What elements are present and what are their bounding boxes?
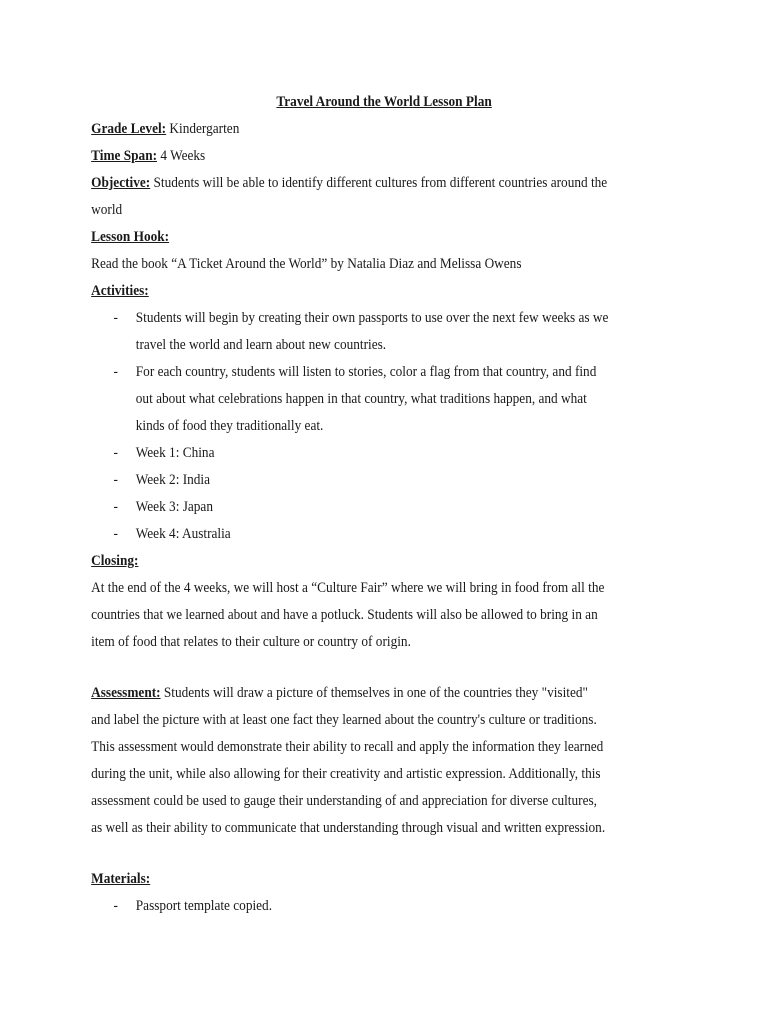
list-item: Week 1: China (135, 445, 215, 461)
lesson-hook-text: Read the book “A Ticket Around the World” by Natalia Diaz and Melissa Owens (91, 256, 522, 272)
grade-level-line (91, 116, 239, 143)
assessment-text-1: Students will draw a picture of themselves in one of the countries they "visited" (163, 685, 588, 701)
objective-line-1 (91, 170, 607, 197)
closing-text-3: item of food that relates to their culture or country of origin. (91, 634, 411, 650)
bullet-dash: - (113, 445, 118, 461)
grade-level-value: Kindergarten (169, 121, 240, 137)
lesson-hook-label: Lesson Hook: (91, 229, 170, 245)
time-span-value: 4 Weeks (160, 148, 206, 164)
bullet-dash: - (113, 364, 118, 380)
assessment-text-5: assessment could be used to gauge their understanding of and appreciation for diverse cultures, (91, 793, 597, 809)
bullet-dash: - (113, 898, 118, 914)
objective-text-1: Students will be able to identify different cultures from different countries around the (153, 175, 608, 191)
closing-text-1: At the end of the 4 weeks, we will host a “Culture Fair” where we will bring in food from all the (91, 580, 605, 596)
objective-text-2: world (91, 202, 123, 218)
list-item: travel the world and learn about new countries. (135, 337, 387, 353)
activities-label: Activities: (91, 283, 149, 299)
closing-text-2: countries that we learned about and have a potluck. Students will also be allowed to bring in an (91, 607, 598, 623)
assessment-label: Assessment: (91, 685, 161, 701)
assessment-text-4: during the unit, while also allowing for their creativity and artistic expression. Additionally, this (91, 766, 601, 782)
bullet-dash: - (113, 472, 118, 488)
assessment-text-6: as well as their ability to communicate that understanding through visual and written expression. (91, 820, 606, 836)
list-item: Week 3: Japan (135, 499, 213, 515)
list-item: kinds of food they traditionally eat. (135, 418, 324, 434)
list-item: Week 2: India (135, 472, 211, 488)
grade-level-label: Grade Level: (91, 121, 167, 137)
bullet-dash: - (113, 526, 118, 542)
list-item: Passport template copied. (135, 898, 273, 914)
assessment-text-2: and label the picture with at least one fact they learned about the country's culture or traditions. (91, 712, 597, 728)
list-item: Students will begin by creating their own passports to use over the next few weeks as we (135, 310, 609, 326)
time-span-label: Time Span: (91, 148, 158, 164)
closing-label: Closing: (91, 553, 139, 569)
objective-label: Objective: (91, 175, 151, 191)
bullet-dash: - (113, 499, 118, 515)
bullet-dash: - (113, 310, 118, 326)
materials-label: Materials: (91, 871, 151, 887)
page-title: Travel Around the World Lesson Plan (276, 94, 492, 110)
assessment-line-1 (91, 680, 588, 707)
assessment-text-3: This assessment would demonstrate their ability to recall and apply the information they learned (91, 739, 604, 755)
list-item: For each country, students will listen to stories, color a flag from that country, and find (135, 364, 597, 380)
list-item: Week 4: Australia (135, 526, 231, 542)
list-item: out about what celebrations happen in that country, what traditions happen, and what (135, 391, 587, 407)
time-span-line (91, 143, 205, 170)
